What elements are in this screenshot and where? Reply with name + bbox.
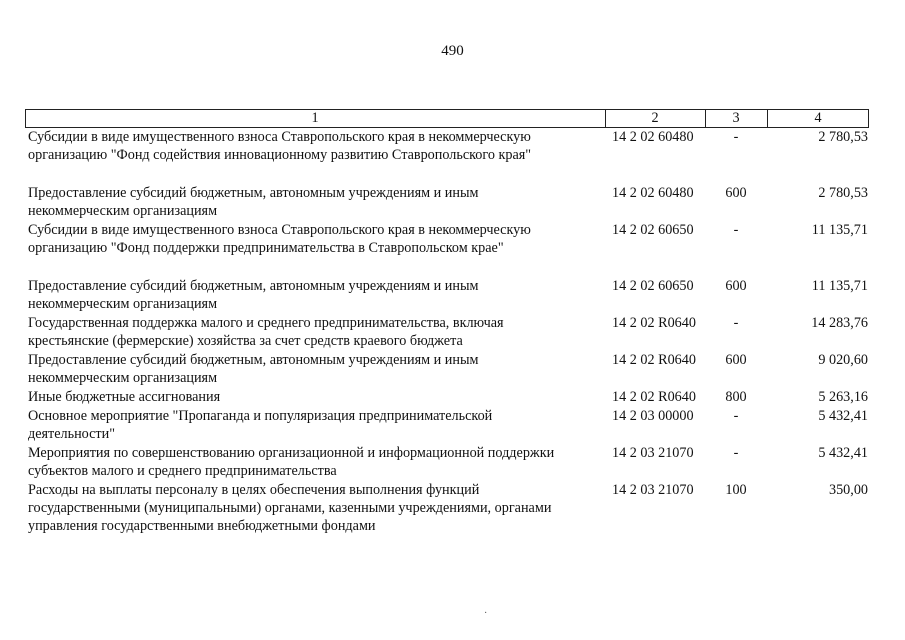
row-amount: 11 135,71	[811, 278, 868, 294]
scan-artifact-mark: ·	[484, 608, 488, 619]
table-row	[25, 444, 869, 481]
row-amount: 5 432,41	[818, 408, 868, 424]
table-row	[25, 221, 869, 277]
row-description: Основное мероприятие "Пропаганда и популяризация предпринимательской деятельности"	[28, 408, 493, 442]
row-amount: 5 432,41	[818, 445, 868, 461]
column-header-2: 2	[651, 110, 659, 126]
table-header	[25, 109, 869, 128]
row-code: 14 2 02 60650	[612, 278, 694, 294]
column-header-3: 3	[732, 110, 740, 126]
row-type: -	[733, 445, 739, 461]
row-code: 14 2 02 R0640	[612, 389, 696, 405]
row-description: Субсидии в виде имущественного взноса Ставропольского края в некоммерческую организацию "Фонд поддержки предпринимательства в Ставропольском крае"	[28, 222, 531, 256]
column-header-4: 4	[814, 110, 822, 126]
table-row	[25, 481, 869, 537]
row-type: -	[733, 222, 739, 238]
table-row	[25, 407, 869, 444]
row-description: Мероприятия по совершенствованию организационной и информационной поддержки субъектов малого и среднего предпринимательства	[28, 445, 555, 479]
table-row	[25, 351, 869, 388]
table-row	[25, 277, 869, 314]
row-amount: 2 780,53	[818, 129, 868, 145]
row-description: Предоставление субсидий бюджетным, автономным учреждениям и иным некоммерческим организациям	[28, 185, 479, 219]
row-type: 600	[725, 278, 747, 294]
row-description: Расходы на выплаты персоналу в целях обеспечения выполнения функций государственными (муниципальными) органами, казенными учреждениями, органами управления государственными внебюджетными фондами	[28, 482, 552, 534]
row-amount: 14 283,76	[811, 315, 868, 331]
row-code: 14 2 03 21070	[612, 445, 694, 461]
budget-table	[25, 109, 869, 537]
row-type: 600	[725, 352, 747, 368]
row-type: 100	[725, 482, 747, 498]
row-code: 14 2 03 00000	[612, 408, 694, 424]
row-type: 800	[725, 389, 747, 405]
table-row	[25, 128, 869, 184]
page-number: 490	[441, 43, 464, 59]
table-row	[25, 184, 869, 221]
row-type: -	[733, 408, 739, 424]
row-code: 14 2 02 R0640	[612, 315, 696, 331]
row-amount: 11 135,71	[811, 222, 868, 238]
row-code: 14 2 03 21070	[612, 482, 694, 498]
column-header-1: 1	[311, 110, 319, 126]
row-type: -	[733, 315, 739, 331]
row-code: 14 2 02 60480	[612, 129, 694, 145]
row-description: Предоставление субсидий бюджетным, автономным учреждениям и иным некоммерческим организациям	[28, 352, 479, 386]
table-row	[25, 314, 869, 351]
table-body	[25, 128, 869, 537]
table-row	[25, 388, 869, 407]
row-amount: 350,00	[828, 482, 868, 498]
row-code: 14 2 02 R0640	[612, 352, 696, 368]
row-description: Предоставление субсидий бюджетным, автономным учреждениям и иным некоммерческим организациям	[28, 278, 479, 312]
row-description: Иные бюджетные ассигнования	[28, 389, 221, 405]
row-description: Субсидии в виде имущественного взноса Ставропольского края в некоммерческую организацию "Фонд содействия инновационному развитию Ставропольского края"	[28, 129, 532, 163]
row-amount: 2 780,53	[818, 185, 868, 201]
row-amount: 5 263,16	[818, 389, 868, 405]
row-code: 14 2 02 60480	[612, 185, 694, 201]
row-type: -	[733, 129, 739, 145]
row-type: 600	[725, 185, 747, 201]
row-description: Государственная поддержка малого и среднего предпринимательства, включая крестьянские (фермерские) хозяйства за счет средств краевого бюджета	[28, 315, 504, 349]
row-amount: 9 020,60	[818, 352, 868, 368]
row-code: 14 2 02 60650	[612, 222, 694, 238]
